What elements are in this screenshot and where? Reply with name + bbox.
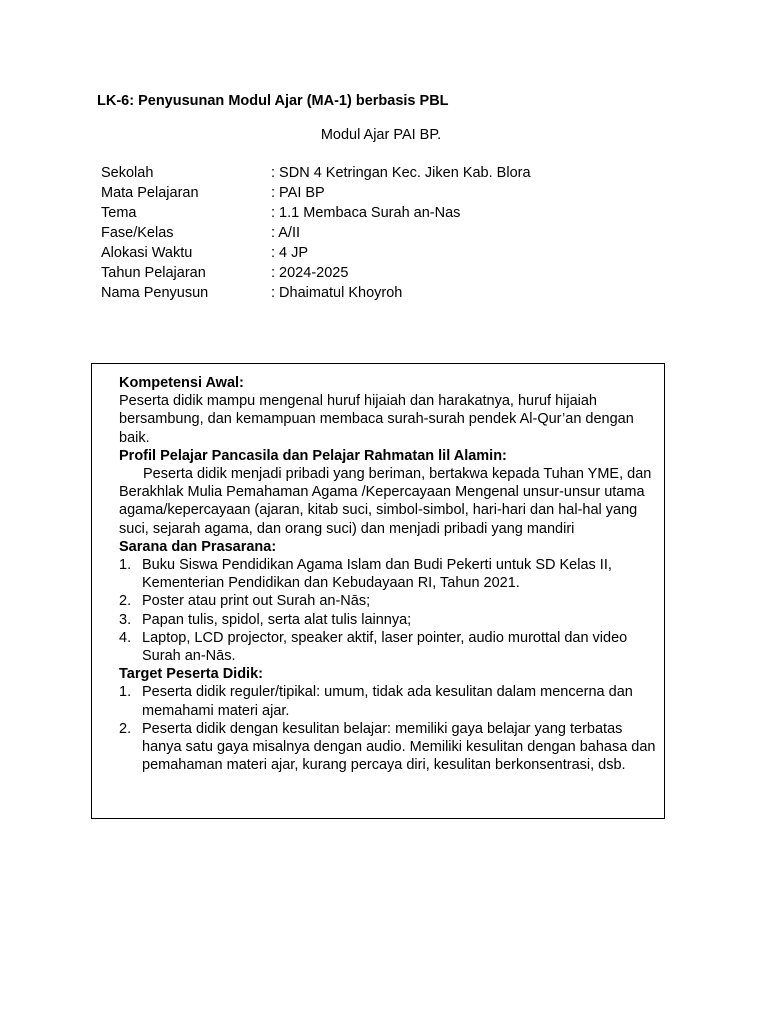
content-box xyxy=(91,363,665,819)
profil-text: Peserta didik menjadi pribadi yang beriman, bertakwa kepada Tuhan YME, dan Berakhlak Mulia Pemahaman Agama /Kepercayaan Mengenal unsur-unsur utama agama/kepercayaan (ajaran, kitab suci, simbol-simbol, hari-hari dan hal-hal yang suci, sejarah agama, dan orang suci) dan menjadi pribadi yang mandiri xyxy=(119,466,652,537)
list-number: 2. xyxy=(119,720,132,737)
info-row-tema xyxy=(101,203,601,223)
list-number: 2. xyxy=(119,593,132,610)
sarana-list xyxy=(119,556,659,665)
sarana-title: Sarana dan Prasarana: xyxy=(119,538,277,555)
list-item xyxy=(119,611,659,629)
info-label: Nama Penyusun xyxy=(101,285,209,301)
list-number: 4. xyxy=(119,629,132,646)
info-value: : PAI BP xyxy=(271,185,325,201)
info-label: Fase/Kelas xyxy=(101,225,174,241)
list-item xyxy=(119,683,659,719)
list-text: Buku Siswa Pendidikan Agama Islam dan Budi Pekerti untuk SD Kelas II, Kementerian Pendidikan dan Kebudayaan RI, Tahun 2021. xyxy=(142,557,612,592)
list-number: 1. xyxy=(119,557,132,574)
info-label: Sekolah xyxy=(101,165,154,181)
info-row-tahun-pelajaran xyxy=(101,263,601,283)
profil-title: Profil Pelajar Pancasila dan Pelajar Rahmatan lil Alamin: xyxy=(119,447,507,464)
target-title: Target Peserta Didik: xyxy=(119,666,263,683)
info-value: : A/II xyxy=(271,225,301,241)
info-row-alokasi-waktu xyxy=(101,243,601,263)
info-row-fase-kelas xyxy=(101,223,601,243)
info-row-nama-penyusun xyxy=(101,283,601,303)
info-value: : 2024-2025 xyxy=(271,265,349,281)
list-item xyxy=(119,720,659,775)
list-text: Peserta didik dengan kesulitan belajar: memiliki gaya belajar yang terbatas hanya satu gaya misalnya dengan audio. Memiliki kesulitan dengan bahasa dan pemahaman materi ajar, kurang percaya diri, kesulitan berkonsentrasi, dsb. xyxy=(142,720,656,774)
target-list xyxy=(119,683,659,774)
info-row-sekolah xyxy=(101,163,601,183)
list-item xyxy=(119,592,659,610)
info-label: Mata Pelajaran xyxy=(101,185,199,201)
kompetensi-text: Peserta didik mampu mengenal huruf hijaiah dan harakatnya, huruf hijaiah bersambung, dan kemampuan membaca surah-surah pendek Al-Qur’an dengan baik. xyxy=(119,393,634,446)
content-box-inner xyxy=(119,374,659,774)
info-value: : 4 JP xyxy=(271,245,309,261)
info-value: : 1.1 Membaca Surah an-Nas xyxy=(271,205,461,221)
list-number: 1. xyxy=(119,684,132,701)
info-value: : SDN 4 Ketringan Kec. Jiken Kab. Blora xyxy=(271,165,531,181)
list-number: 3. xyxy=(119,611,132,628)
document-heading: LK-6: Penyusunan Modul Ajar (MA-1) berbasis PBL xyxy=(97,93,449,109)
kompetensi-title: Kompetensi Awal: xyxy=(119,375,244,391)
info-label: Tahun Pelajaran xyxy=(101,265,206,281)
info-label: Alokasi Waktu xyxy=(101,245,193,261)
list-item xyxy=(119,556,659,592)
list-text: Peserta didik reguler/tipikal: umum, tidak ada kesulitan dalam mencerna dan memahami materi ajar. xyxy=(142,684,633,719)
document-subtitle: Modul Ajar PAI BP. xyxy=(320,127,442,143)
info-label: Tema xyxy=(101,205,137,221)
info-value: : Dhaimatul Khoyroh xyxy=(271,285,403,301)
info-row-mata-pelajaran xyxy=(101,183,601,203)
list-text: Papan tulis, spidol, serta alat tulis lainnya; xyxy=(142,611,412,628)
list-text: Laptop, LCD projector, speaker aktif, laser pointer, audio murottal dan video Surah an-Nās. xyxy=(142,629,628,665)
list-text: Poster atau print out Surah an-Nās; xyxy=(142,593,371,610)
list-item xyxy=(119,629,659,665)
info-table xyxy=(101,163,601,303)
